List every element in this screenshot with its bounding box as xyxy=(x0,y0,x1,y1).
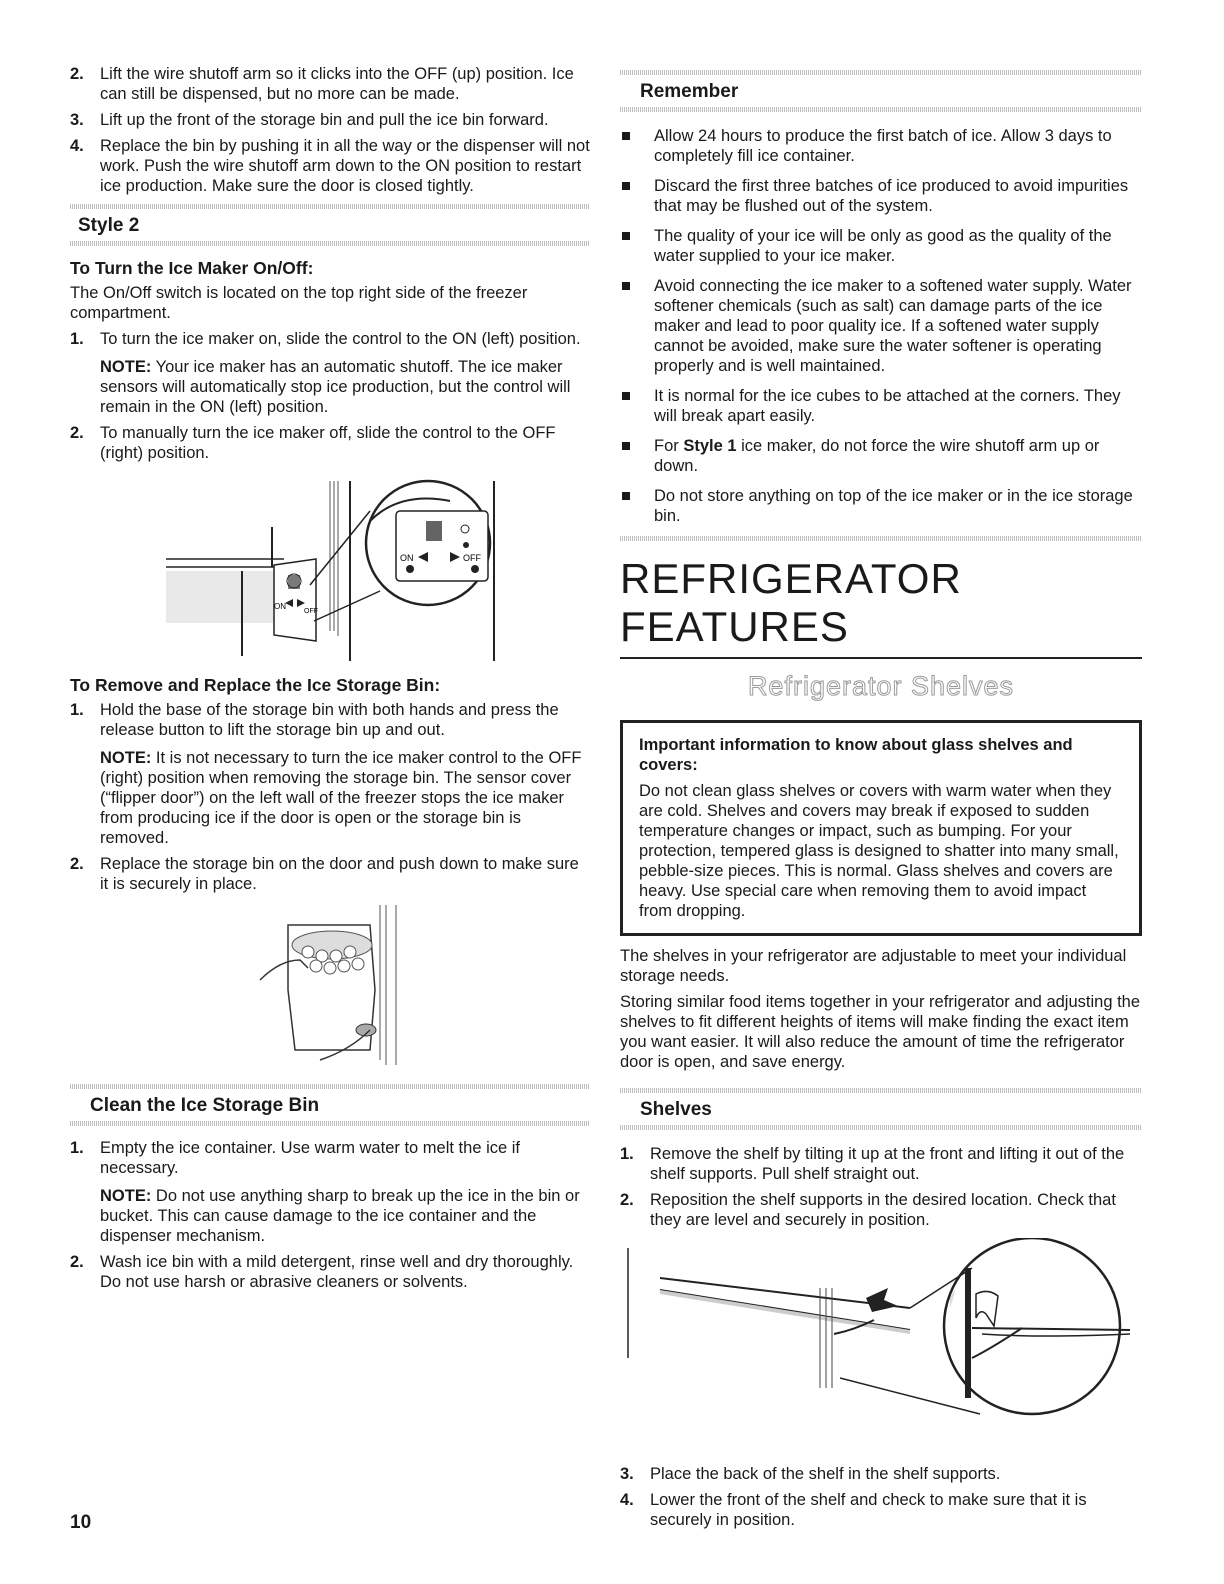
clean-bin-steps xyxy=(70,1138,590,1292)
list-item: 2. Replace the storage bin on the door and push down to make sure it is securely in place. xyxy=(70,855,579,893)
list-item: 2. To manually turn the ice maker off, slide the control to the OFF (right) position. xyxy=(70,424,556,462)
warning-title: Important information to know about glass shelves and covers: xyxy=(639,736,1073,774)
list-item: 1. Remove the shelf by tilting it up at the front and lifting it out of the shelf supports. Pull shelf straight out. xyxy=(620,1145,1125,1183)
list-item: 2. Lift the wire shutoff arm so it clicks into the OFF (up) position. Ice can still be dispensed, but no more can be made. xyxy=(70,65,574,103)
divider xyxy=(620,536,1142,541)
list-item: 1. Hold the base of the storage bin with both hands and press the release button to lift the storage bin up and out. NOTE: It is not necessary to turn the ice maker control to the OFF (right) position when removing the storage bin. The sensor cover (“flipper door”) on the left wall of the freezer stops the ice maker from producing ice if the door is open or the storage bin is removed. xyxy=(70,700,590,848)
divider xyxy=(70,241,590,246)
shelf-illustration xyxy=(620,1238,1142,1448)
ice-bin-steps xyxy=(70,64,590,196)
bullet-icon xyxy=(622,232,630,240)
divider xyxy=(620,107,1142,112)
ice-bin-illustration xyxy=(70,900,590,1070)
off-label: OFF xyxy=(304,608,318,615)
right-column xyxy=(620,70,1142,1536)
on-off-steps xyxy=(70,329,590,463)
list-item: 2. Wash ice bin with a mild detergent, rinse well and dry thoroughly. Do not use harsh or abrasive cleaners or solvents. xyxy=(70,1253,574,1291)
divider xyxy=(70,1121,590,1126)
shelves-storage-text: Storing similar food items together in your refrigerator and adjusting the shelves to fit different heights of items will make finding the exact item you want easier. It will also reduce the amount of time the refrigerator door is open, and save energy. xyxy=(620,993,1141,1071)
note: NOTE: Your ice maker has an automatic shutoff. The ice maker sensors will automatically stop ice production, but the control will remain in the ON (left) position. xyxy=(100,358,571,416)
bullet-icon xyxy=(622,132,630,140)
turn-on-off-heading: To Turn the Ice Maker On/Off: xyxy=(70,258,314,278)
list-item: 4. Replace the bin by pushing it in all the way or the dispenser will not work. Push the wire shutoff arm down to the ON position to restart ice production. Make sure the door is closed tightly. xyxy=(70,137,590,195)
ice-maker-switch-illustration xyxy=(70,471,590,671)
note: NOTE: Do not use anything sharp to break up the ice in the bin or bucket. This can cause damage to the ice container and the dispenser mechanism. xyxy=(100,1187,580,1245)
shelves-heading: Shelves xyxy=(640,1099,712,1120)
left-column xyxy=(70,64,590,1298)
warning-body: Do not clean glass shelves or covers with warm water when they are cold. Shelves and covers may break if exposed to sudden temperature changes or impact, such as bumping. For your protection, tempered glass is designed to shatter into many small, pebble-size pieces. This is normal. Glass shelves and covers are heavy. Use special care when removing them to avoid impact from dropping. xyxy=(639,782,1119,920)
shelf-steps xyxy=(620,1144,1142,1230)
clean-bin-heading: Clean the Ice Storage Bin xyxy=(90,1095,320,1116)
off-label-zoom: OFF xyxy=(463,553,481,563)
note: NOTE: It is not necessary to turn the ice maker control to the OFF (right) position when removing the storage bin. The sensor cover (“flipper door”) on the left wall of the freezer stops the ice maker from producing ice if the door is open or the storage bin is removed. xyxy=(100,749,582,847)
bullet-icon xyxy=(622,182,630,190)
bullet-icon xyxy=(622,392,630,400)
remove-bin-steps xyxy=(70,700,590,894)
list-item: The quality of your ice will be only as good as the quality of the water supplied to your ice maker. xyxy=(620,226,1142,266)
list-item: 3. Place the back of the shelf in the shelf supports. xyxy=(620,1465,1001,1483)
list-item: 1. Empty the ice container. Use warm water to melt the ice if necessary. NOTE: Do not use anything sharp to break up the ice in the bin or bucket. This can cause damage to the ice container and the dispenser mechanism. xyxy=(70,1138,590,1246)
page-title: REFRIGERATOR FEATURES xyxy=(620,555,962,650)
on-label-zoom: ON xyxy=(400,553,414,563)
list-item: 4. Lower the front of the shelf and check to make sure that it is securely in position. xyxy=(620,1491,1087,1529)
shelves-intro: The shelves in your refrigerator are adjustable to meet your individual storage needs. xyxy=(620,947,1127,985)
glass-warning-box xyxy=(620,720,1142,936)
list-item: 1. To turn the ice maker on, slide the control to the ON (left) position. NOTE: Your ice maker has an automatic shutoff. The ice maker sensors will automatically stop ice production, but the control will remain in the ON (left) position. xyxy=(70,329,590,417)
remember-heading: Remember xyxy=(640,81,739,102)
list-item: For Style 1 ice maker, do not force the wire shutoff arm up or down. xyxy=(620,436,1142,476)
remember-list xyxy=(620,126,1142,526)
list-item: Discard the first three batches of ice produced to avoid impurities that may be flushed out of the system. xyxy=(620,176,1142,216)
list-item: Do not store anything on top of the ice maker or in the ice storage bin. xyxy=(620,486,1142,526)
remove-replace-heading: To Remove and Replace the Ice Storage Bin: xyxy=(70,675,441,695)
bullet-icon xyxy=(622,442,630,450)
style2-heading: Style 2 xyxy=(78,215,140,236)
divider xyxy=(620,1125,1142,1130)
section-subtitle: Refrigerator Shelves xyxy=(747,671,1015,701)
bullet-icon xyxy=(622,492,630,500)
page-number: 10 xyxy=(70,1512,92,1533)
on-label: ON xyxy=(274,602,286,611)
list-item: Allow 24 hours to produce the first batch of ice. Allow 3 days to completely fill ice container. xyxy=(620,126,1142,166)
list-item: It is normal for the ice cubes to be attached at the corners. They will break apart easily. xyxy=(620,386,1142,426)
shelf-steps-continued xyxy=(620,1464,1142,1530)
list-item: 3. Lift up the front of the storage bin and pull the ice bin forward. xyxy=(70,111,549,129)
list-item: 2. Reposition the shelf supports in the desired location. Check that they are level and securely in position. xyxy=(620,1191,1116,1229)
list-item: Avoid connecting the ice maker to a softened water supply. Water softener chemicals (such as salt) can damage parts of the ice maker and lead to poor quality ice. If a softened water supply cannot be avoided, make sure the water softener is operating properly and is well maintained. xyxy=(620,276,1142,376)
bullet-icon xyxy=(622,282,630,290)
title-rule xyxy=(620,657,1142,659)
switch-location-text: The On/Off switch is located on the top right side of the freezer compartment. xyxy=(70,284,528,322)
